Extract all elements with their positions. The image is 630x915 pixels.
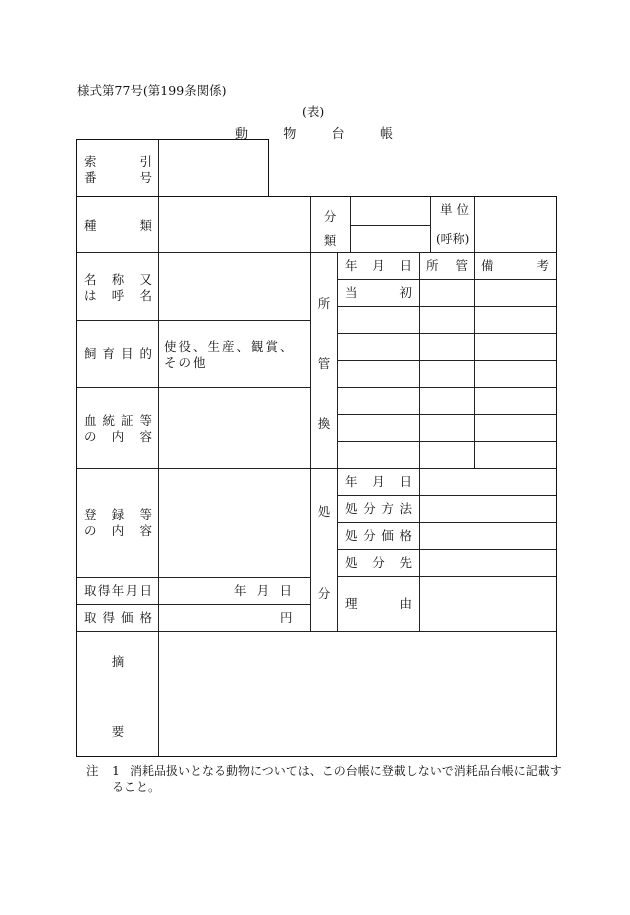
custody-change-label: 所 [317, 296, 331, 311]
disposal-date-label: 年 月 日 [345, 474, 412, 489]
unit-label: 単 位 [440, 202, 469, 217]
purpose-label: 飼 育 目 的 [84, 346, 152, 361]
type-label: 種 類 [84, 218, 152, 233]
purpose-value: 使役、生産、観賞、その他 [164, 339, 295, 370]
disposal-reason-label: 理 由 [345, 596, 412, 611]
note-text-line1: 消耗品扱いとなる動物については、この台帳に登載しないで消耗品台帳に記載す [130, 764, 562, 778]
acquisition-price-label: 取 得 価 格 [84, 610, 152, 625]
custody-remarks-header: 備 考 [481, 258, 549, 273]
pedigree-label: 血 統 証 等 [84, 413, 152, 428]
acquisition-price-yen: 円 [280, 610, 293, 625]
note-number: 1 [112, 763, 120, 778]
note-prefix: 注 [86, 763, 99, 778]
disposal-destination-label: 処 分 先 [345, 555, 412, 570]
custody-first-row: 当 初 [345, 285, 412, 300]
custody-date-header: 年 月 日 [345, 258, 412, 273]
registration-label: 登 録 等 [84, 507, 152, 522]
disposal-method-label: 処 分 方 法 [345, 501, 412, 516]
disposal-price-label: 処 分 価 格 [345, 528, 412, 543]
side-label: (表) [302, 104, 325, 119]
index-label: 索 引 [84, 154, 152, 169]
disposal-label: 処 [317, 504, 331, 519]
name-label: 名 称 又 [84, 272, 152, 287]
page-title: 動 物 台 帳 [235, 127, 393, 142]
acquisition-date-label: 取 得 年 月 日 [84, 583, 152, 598]
acquisition-date-value: 年 月 日 [234, 583, 292, 598]
form-number: 様式第77号(第199条関係) [77, 83, 227, 98]
note-text-line2: ること。 [112, 780, 161, 794]
class-label: 分 [323, 209, 337, 224]
summary-label: 摘 [111, 654, 125, 669]
custody-office-header: 所 管 [426, 258, 468, 273]
